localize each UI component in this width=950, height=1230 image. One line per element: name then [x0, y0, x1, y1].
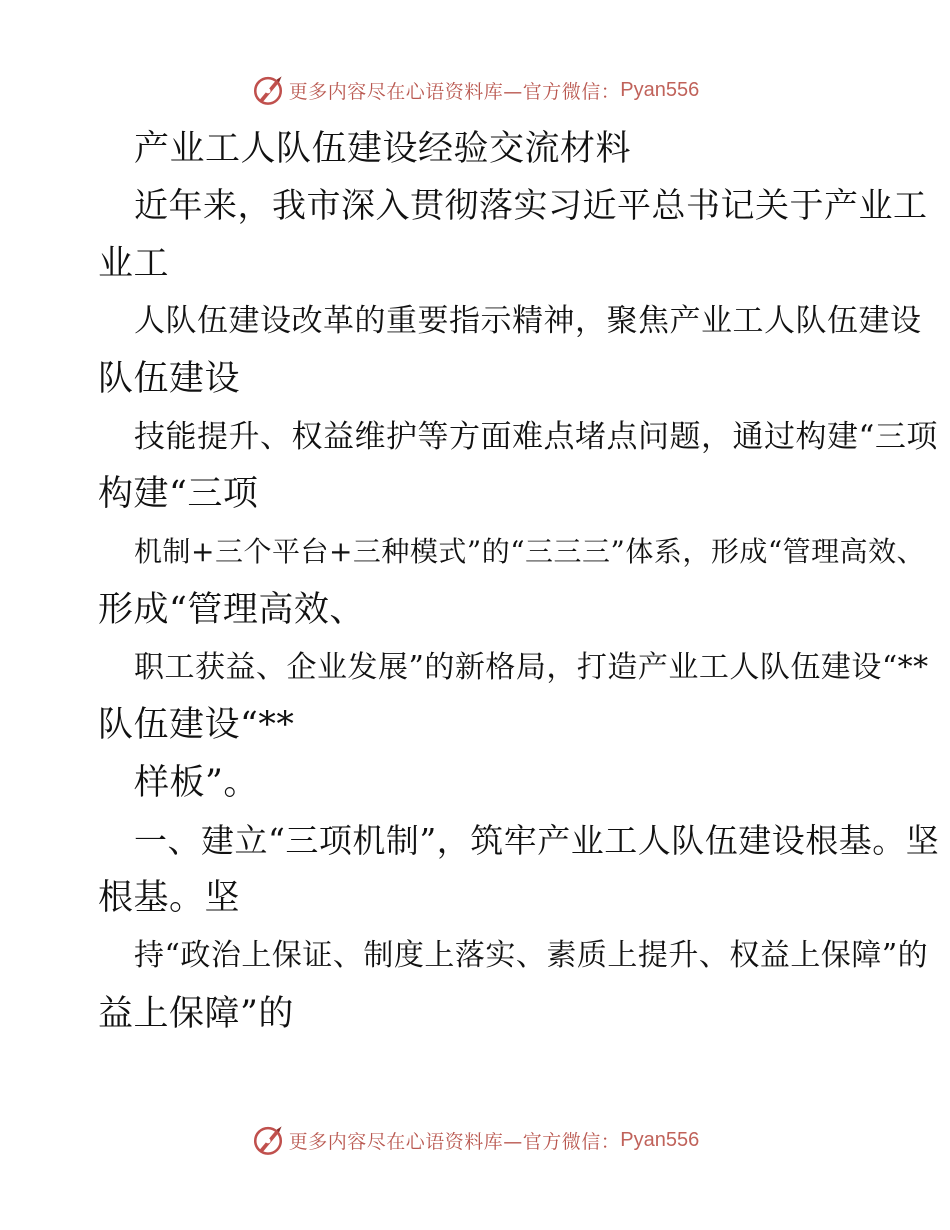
text-line: 业工	[98, 244, 170, 284]
text-line: 形成“管理高效、	[98, 590, 365, 630]
text-line: 根基。坚	[98, 878, 241, 918]
text-line: 队伍建设“**	[98, 705, 295, 745]
text-line: 持“政治上保证、制度上落实、素质上提升、权益上保障”的	[134, 938, 929, 973]
text-line: 益上保障”的	[98, 994, 294, 1034]
text-line: 样板”。	[134, 763, 259, 803]
text-line: 构建“三项	[98, 474, 259, 514]
text-line: 近年来，我市深入贯彻落实习近平总书记关于产业工	[134, 186, 928, 226]
header-watermark	[0, 70, 950, 110]
quill-pen-logo-icon	[251, 1123, 285, 1157]
quill-pen-logo-icon	[251, 73, 285, 107]
watermark-contact: Pyan556	[620, 78, 700, 101]
text-line: 职工获益、企业发展”的新格局，打造产业工人队伍建设“**	[134, 650, 929, 685]
document-title: 产业工人队伍建设经验交流材料	[134, 129, 632, 169]
watermark-text: 更多内容尽在心语资料库—官方微信：	[288, 80, 621, 103]
text-line: 机制+三个平台+三种模式”的“三三三”体系，形成“管理高效、	[134, 535, 926, 568]
text-line: 人队伍建设改革的重要指示精神，聚焦产业工人队伍建设	[134, 303, 922, 339]
footer-watermark	[0, 1120, 950, 1160]
text-line: 技能提升、权益维护等方面难点堵点问题，通过构建“三项	[134, 419, 938, 455]
text-line: 队伍建设	[98, 359, 241, 399]
watermark-text: 更多内容尽在心语资料库—官方微信：	[288, 1130, 621, 1153]
section-heading: 一、建立“三项机制”，筑牢产业工人队伍建设根基。坚	[134, 821, 940, 860]
watermark-contact: Pyan556	[620, 1128, 700, 1151]
